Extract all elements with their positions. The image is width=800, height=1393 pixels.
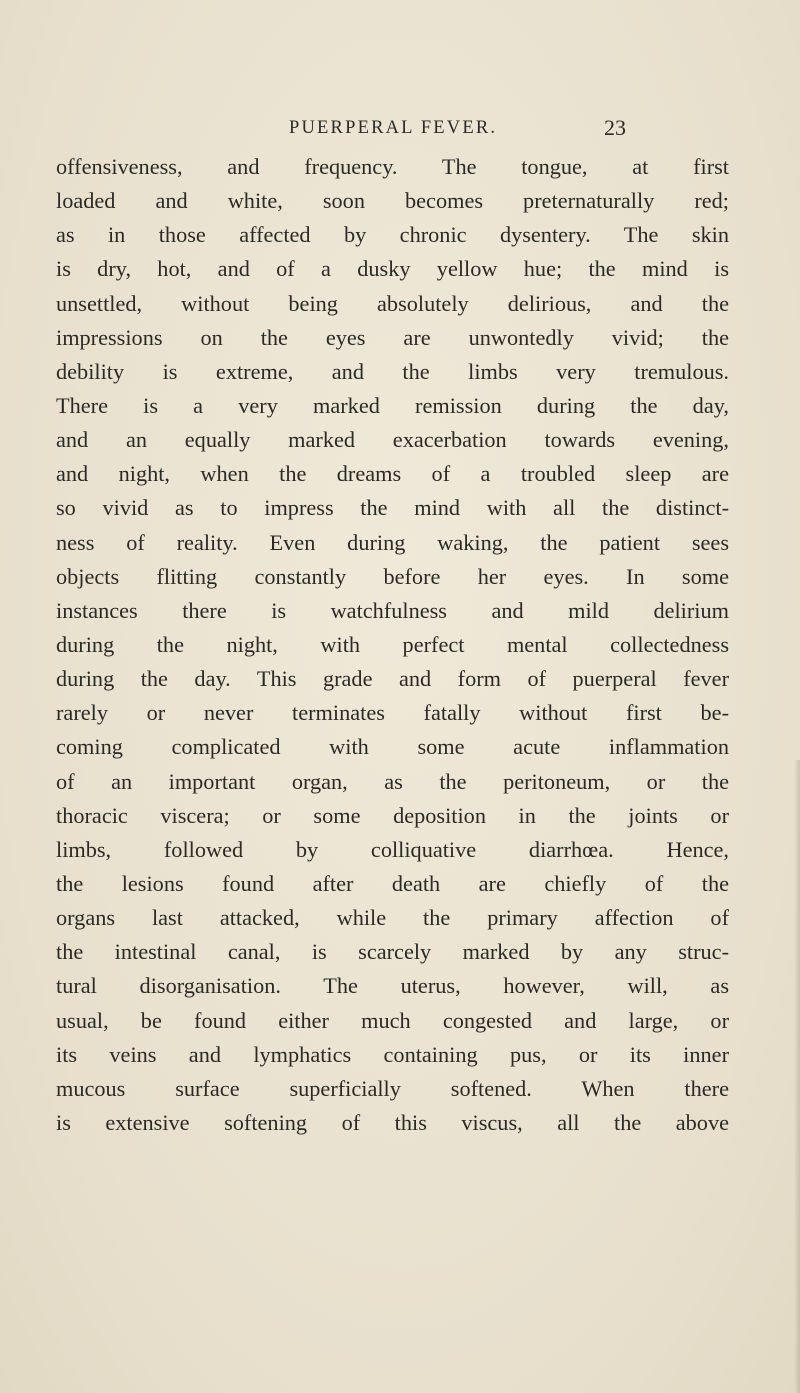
text-line: the lesions found after death are chiefly of the — [56, 870, 729, 896]
text-line: impressions on the eyes are unwontedly vivid; the — [56, 324, 729, 350]
text-line: during the day. This grade and form of puerperal fever — [56, 666, 729, 692]
text-line: loaded and white, soon becomes preternaturally red; — [56, 188, 729, 214]
text-line: during the night, with perfect mental collectedness — [56, 631, 729, 657]
text-line: as in those affected by chronic dysentery. The skin — [56, 222, 729, 248]
body-text — [56, 150, 729, 1140]
text-line: coming complicated with some acute inflammation — [56, 734, 729, 760]
text-line: objects flitting constantly before her eyes. In some — [56, 563, 729, 589]
text-line: mucous surface superficially softened. When there — [56, 1075, 729, 1101]
text-line: ness of reality. Even during waking, the patient sees — [56, 529, 729, 555]
text-line: and night, when the dreams of a troubled sleep are — [56, 461, 729, 487]
text-line: is dry, hot, and of a dusky yellow hue; the mind is — [56, 256, 729, 282]
running-head-title: PUERPERAL FEVER. — [289, 118, 498, 138]
text-line: organs last attacked, while the primary affection of — [56, 905, 729, 931]
text-line: tural disorganisation. The uterus, however, will, as — [56, 973, 729, 999]
text-line: is extensive softening of this viscus, all the above — [56, 1109, 729, 1135]
page-number: 23 — [604, 115, 626, 140]
text-line: limbs, followed by colliquative diarrhœa. Hence, — [56, 836, 729, 862]
text-line: and an equally marked exacerbation towards evening, — [56, 427, 729, 453]
page-edge-shadow — [794, 760, 800, 1393]
text-line: its veins and lymphatics containing pus, or its inner — [56, 1041, 729, 1067]
text-line: the intestinal canal, is scarcely marked by any struc- — [56, 939, 729, 965]
text-line: offensiveness, and frequency. The tongue, at first — [56, 154, 729, 179]
text-line: thoracic viscera; or some deposition in the joints or — [56, 802, 729, 828]
text-line: rarely or never terminates fatally without first be- — [56, 700, 729, 726]
text-line: debility is extreme, and the limbs very tremulous. — [56, 358, 729, 384]
text-line: usual, be found either much congested and large, or — [56, 1007, 729, 1033]
running-head — [0, 113, 800, 143]
text-line: unsettled, without being absolutely delirious, and the — [56, 290, 729, 316]
text-line: so vivid as to impress the mind with all the distinct- — [56, 495, 729, 521]
text-line: of an important organ, as the peritoneum, or the — [56, 768, 729, 794]
text-line: instances there is watchfulness and mild delirium — [56, 597, 729, 623]
text-line: There is a very marked remission during the day, — [56, 392, 729, 418]
